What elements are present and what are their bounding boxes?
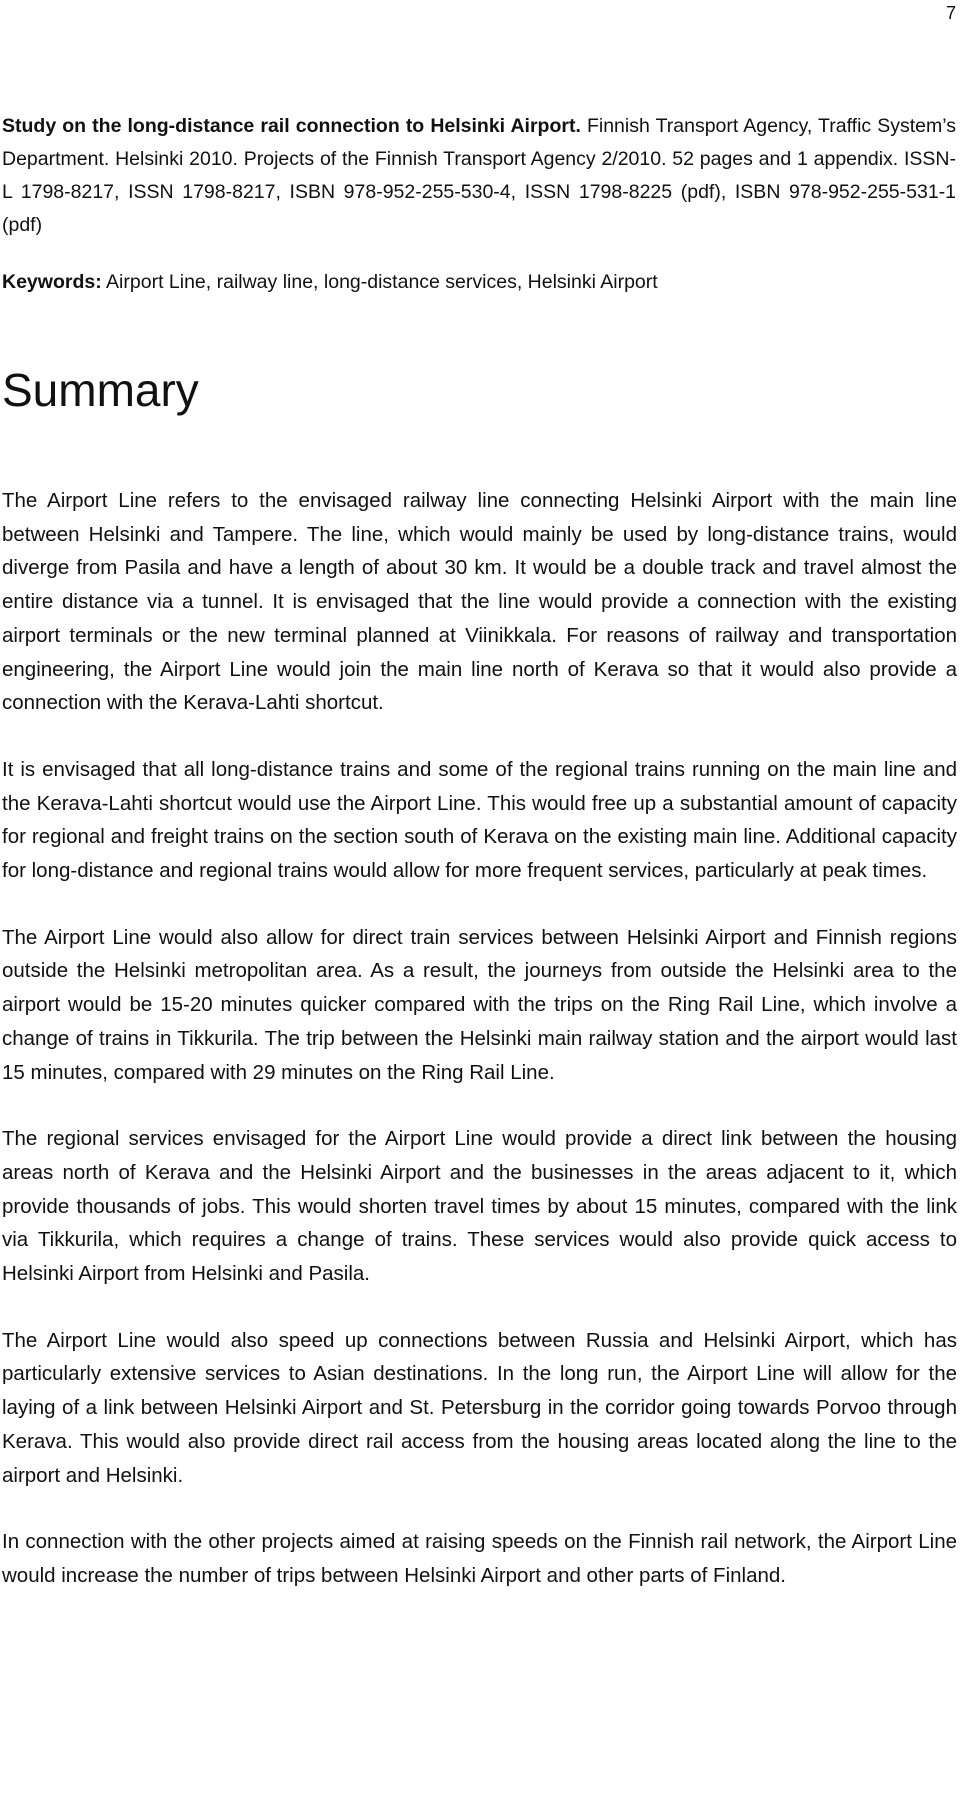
- summary-paragraph: The regional services envisaged for the Airport Line would provide a direct link between the housing areas north of Kerava and the Helsinki Airport and the businesses in the areas adjacent to it, which provide thousands of jobs. This would shorten travel times by about 15 minutes, compared with the link via Tikkurila, which requires a change of trains. These services would also provide quick access to Helsinki Airport from Helsinki and Pasila.: [2, 1127, 957, 1286]
- bibliographic-citation: [2, 110, 956, 242]
- citation-details: Finnish Transport Agency, Traffic System’s Department. Helsinki 2010. Projects of the Finnish Transport Agency 2/2010. 52 pages and 1 appendix. ISSN-L 1798-8217, ISSN 1798-8217, ISBN 978-952-255-530-4, ISSN 1798-8225 (pdf), ISBN 978-952-255-531-1 (pdf): [2, 115, 956, 236]
- summary-paragraph: The Airport Line would also speed up connections between Russia and Helsinki Airport, which has particularly extensive services to Asian destinations. In the long run, the Airport Line will allow for the laying of a link between Helsinki Airport and St. Petersburg in the corridor going towards Porvoo through Kerava. This would also provide direct rail access from the housing areas located along the line to the airport and Helsinki.: [2, 1328, 957, 1487]
- summary-paragraph: It is envisaged that all long-distance trains and some of the regional trains running on the main line and the Kerava-Lahti shortcut would use the Airport Line. This would free up a substantial amount of capacity for regional and freight trains on the section south of Kerava on the existing main line. Additional capacity for long-distance and regional trains would allow for more frequent services, particularly at peak times.: [2, 757, 957, 883]
- summary-paragraph: In connection with the other projects aimed at raising speeds on the Finnish rail network, the Airport Line would increase the number of trips between Helsinki Airport and other parts of Finland.: [2, 1530, 957, 1587]
- summary-paragraph: The Airport Line would also allow for direct train services between Helsinki Airport and Finnish regions outside the Helsinki metropolitan area. As a result, the journeys from outside the Helsinki area to the airport would be 15-20 minutes quicker compared with the trips on the Ring Rail Line, which involve a change of trains in Tikkurila. The trip between the Helsinki main railway station and the airport would last 15 minutes, compared with 29 minutes on the Ring Rail Line.: [2, 925, 957, 1084]
- summary-paragraph: The Airport Line refers to the envisaged railway line connecting Helsinki Airport with the main line between Helsinki and Tampere. The line, which would mainly be used by long-distance trains, would diverge from Pasila and have a length of about 30 km. It would be a double track and travel almost the entire distance via a tunnel. It is envisaged that the line would provide a connection with the existing airport terminals or the new terminal planned at Viinikkala. For reasons of railway and transportation engineering, the Airport Line would join the main line north of Kerava so that it would also provide a connection with the Kerava-Lahti shortcut.: [2, 489, 957, 715]
- summary-heading: Summary: [2, 364, 199, 416]
- page-number: 7: [945, 3, 956, 23]
- summary-body: [2, 484, 957, 1626]
- keywords-line: [2, 266, 956, 299]
- citation-title: Study on the long-distance rail connection to Helsinki Airport.: [2, 115, 581, 137]
- keywords-value: Airport Line, railway line, long-distance services, Helsinki Airport: [106, 271, 658, 293]
- keywords-label: Keywords:: [2, 271, 102, 293]
